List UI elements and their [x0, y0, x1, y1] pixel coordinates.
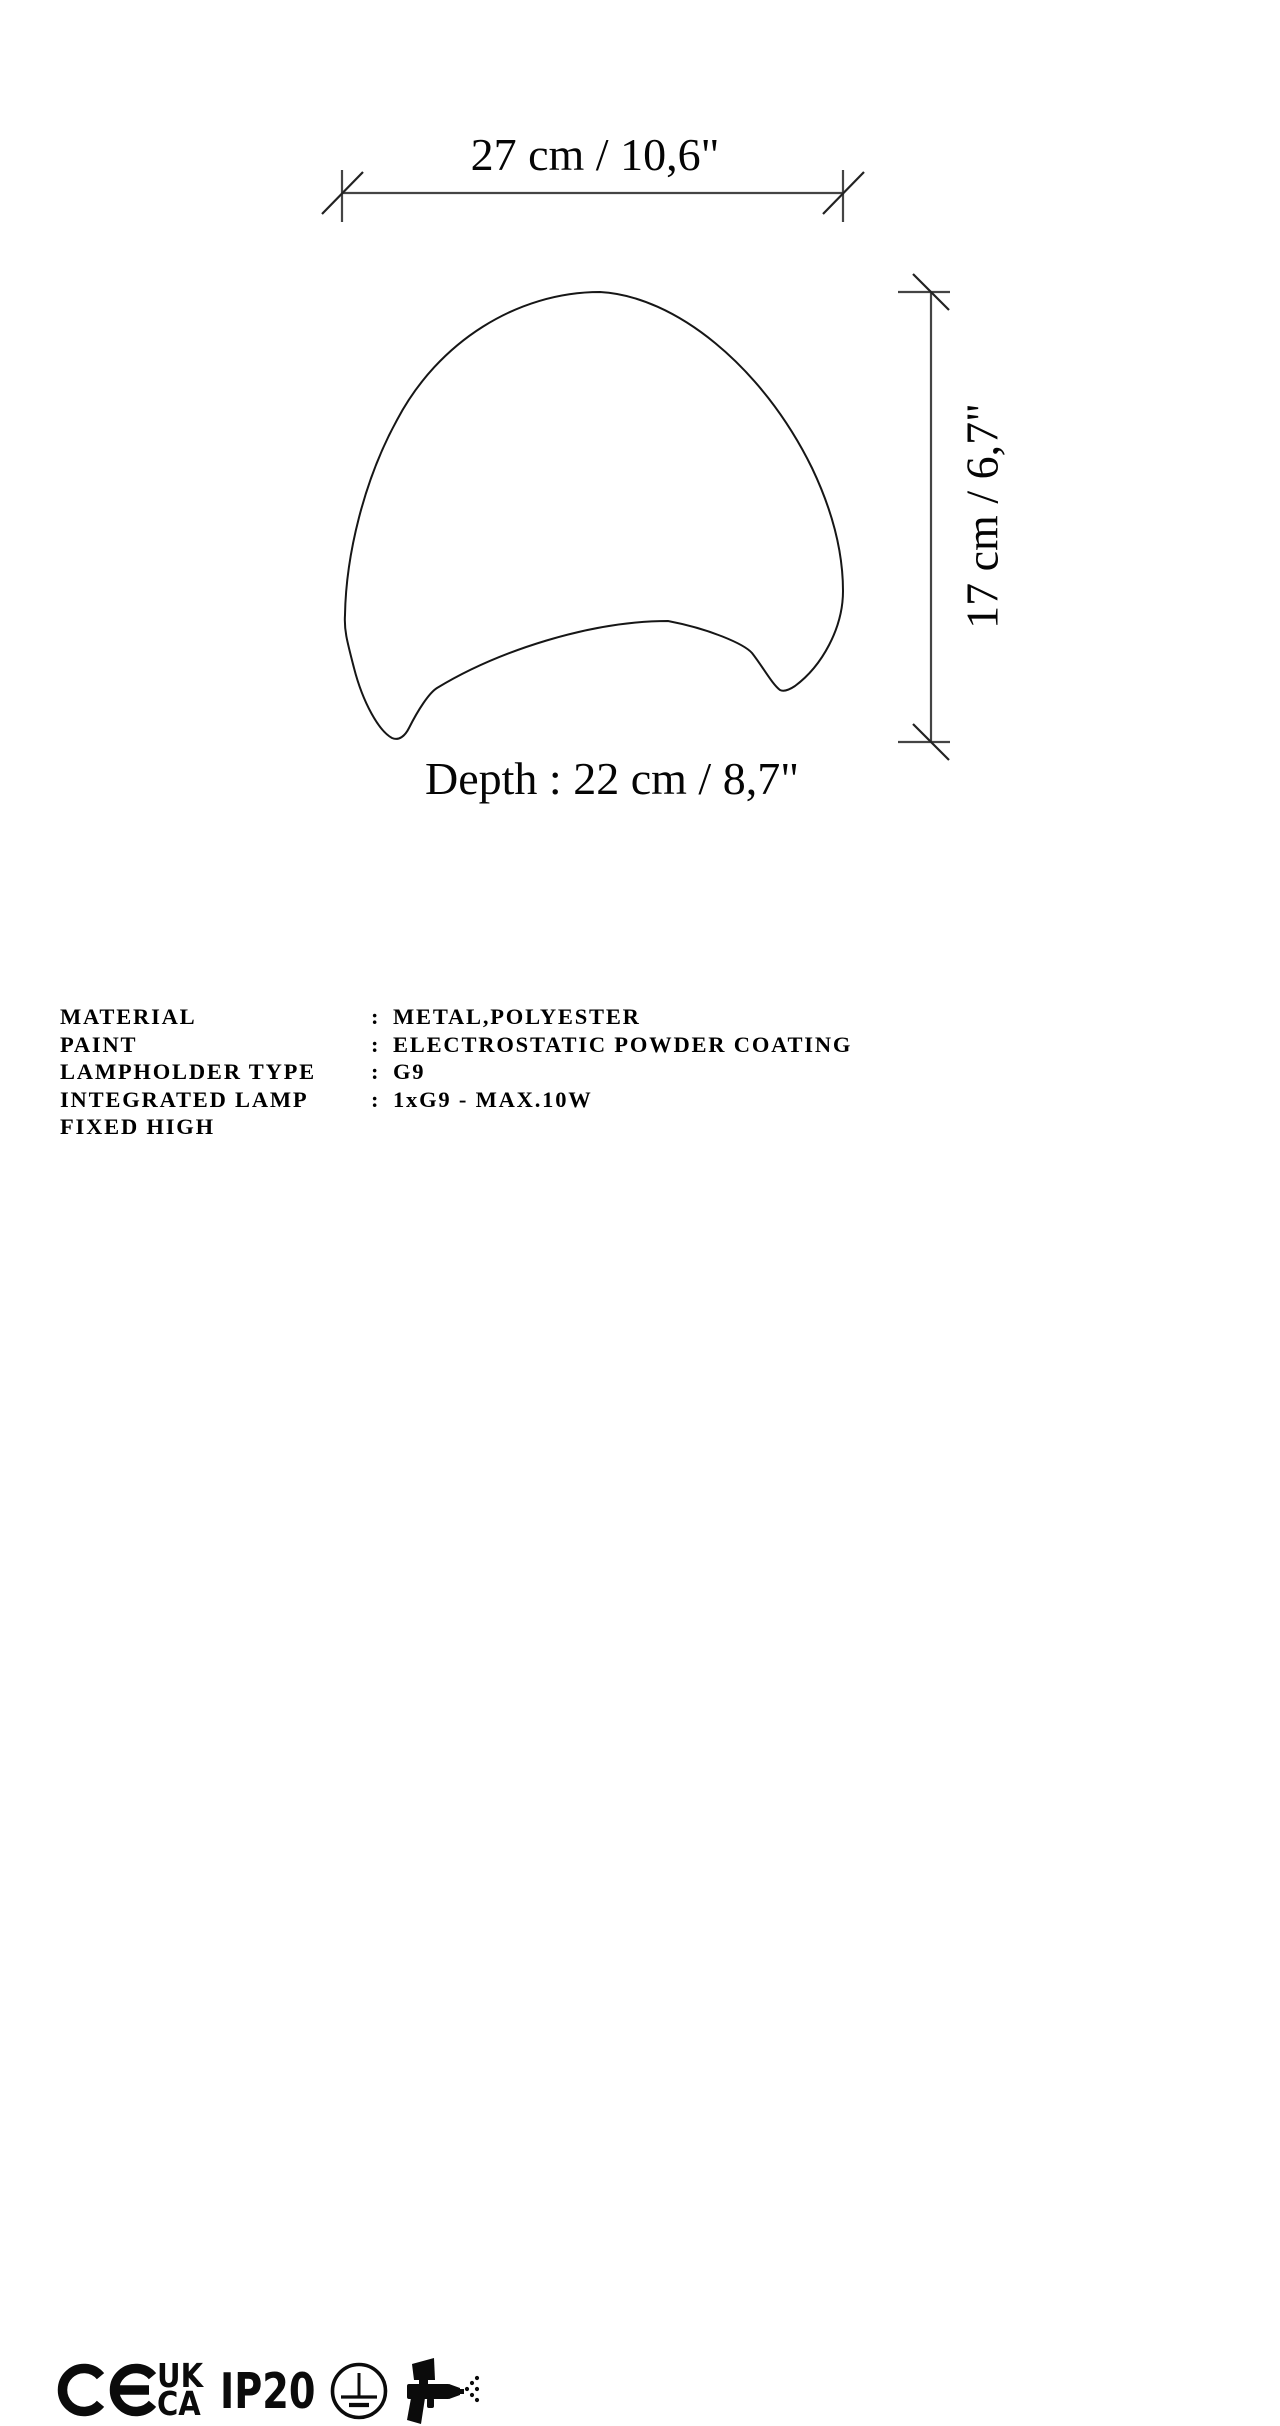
spec-separator: : [371, 1086, 381, 1112]
spec-label: INTEGRATED LAMP [60, 1086, 309, 1112]
certification-marks [0, 1176, 1280, 2423]
ukca-top-text: UK [157, 2356, 204, 2395]
ukca-bottom-text: CA [157, 2384, 201, 2423]
spec-label: FIXED HIGH [60, 1114, 215, 1140]
spec-value [393, 1113, 960, 1141]
ukca-mark-icon [157, 2356, 204, 2423]
ip-rating-label: IP20 [220, 2363, 316, 2420]
spec-value: G9 [393, 1059, 426, 1085]
width-dimension-label: 27 cm / 10,6" [470, 129, 720, 180]
spec-label: LAMPHOLDER TYPE [60, 1059, 316, 1085]
lampshade-outline [345, 292, 843, 739]
ce-mark-icon [58, 2362, 158, 2418]
spec-row-paint [60, 1031, 960, 1059]
spec-row-fixed-high [60, 1113, 960, 1141]
spec-label: MATERIAL [60, 1004, 197, 1029]
spec-list [60, 1003, 960, 1141]
spec-row-integrated-lamp [60, 1086, 960, 1114]
spec-row-lampholder-type [60, 1058, 960, 1086]
depth-dimension-label: Depth : 22 cm / 8,7" [425, 753, 799, 804]
spec-label: PAINT [60, 1031, 138, 1057]
spec-value: ELECTROSTATIC POWDER COATING [393, 1031, 853, 1057]
spec-separator: : [371, 1031, 381, 1057]
spec-separator [371, 1113, 393, 1141]
spec-separator: : [371, 1004, 381, 1029]
height-dimension-label: 17 cm / 6,7" [956, 403, 1008, 629]
spec-row-material [60, 1003, 960, 1031]
protective-earth-icon [326, 2362, 392, 2424]
spec-value: 1xG9 - MAX.10W [393, 1086, 593, 1112]
spec-value: METAL,POLYESTER [393, 1004, 641, 1029]
spray-paint-icon [404, 2356, 478, 2426]
height-dimension-line [898, 274, 950, 760]
spec-separator: : [371, 1059, 381, 1085]
